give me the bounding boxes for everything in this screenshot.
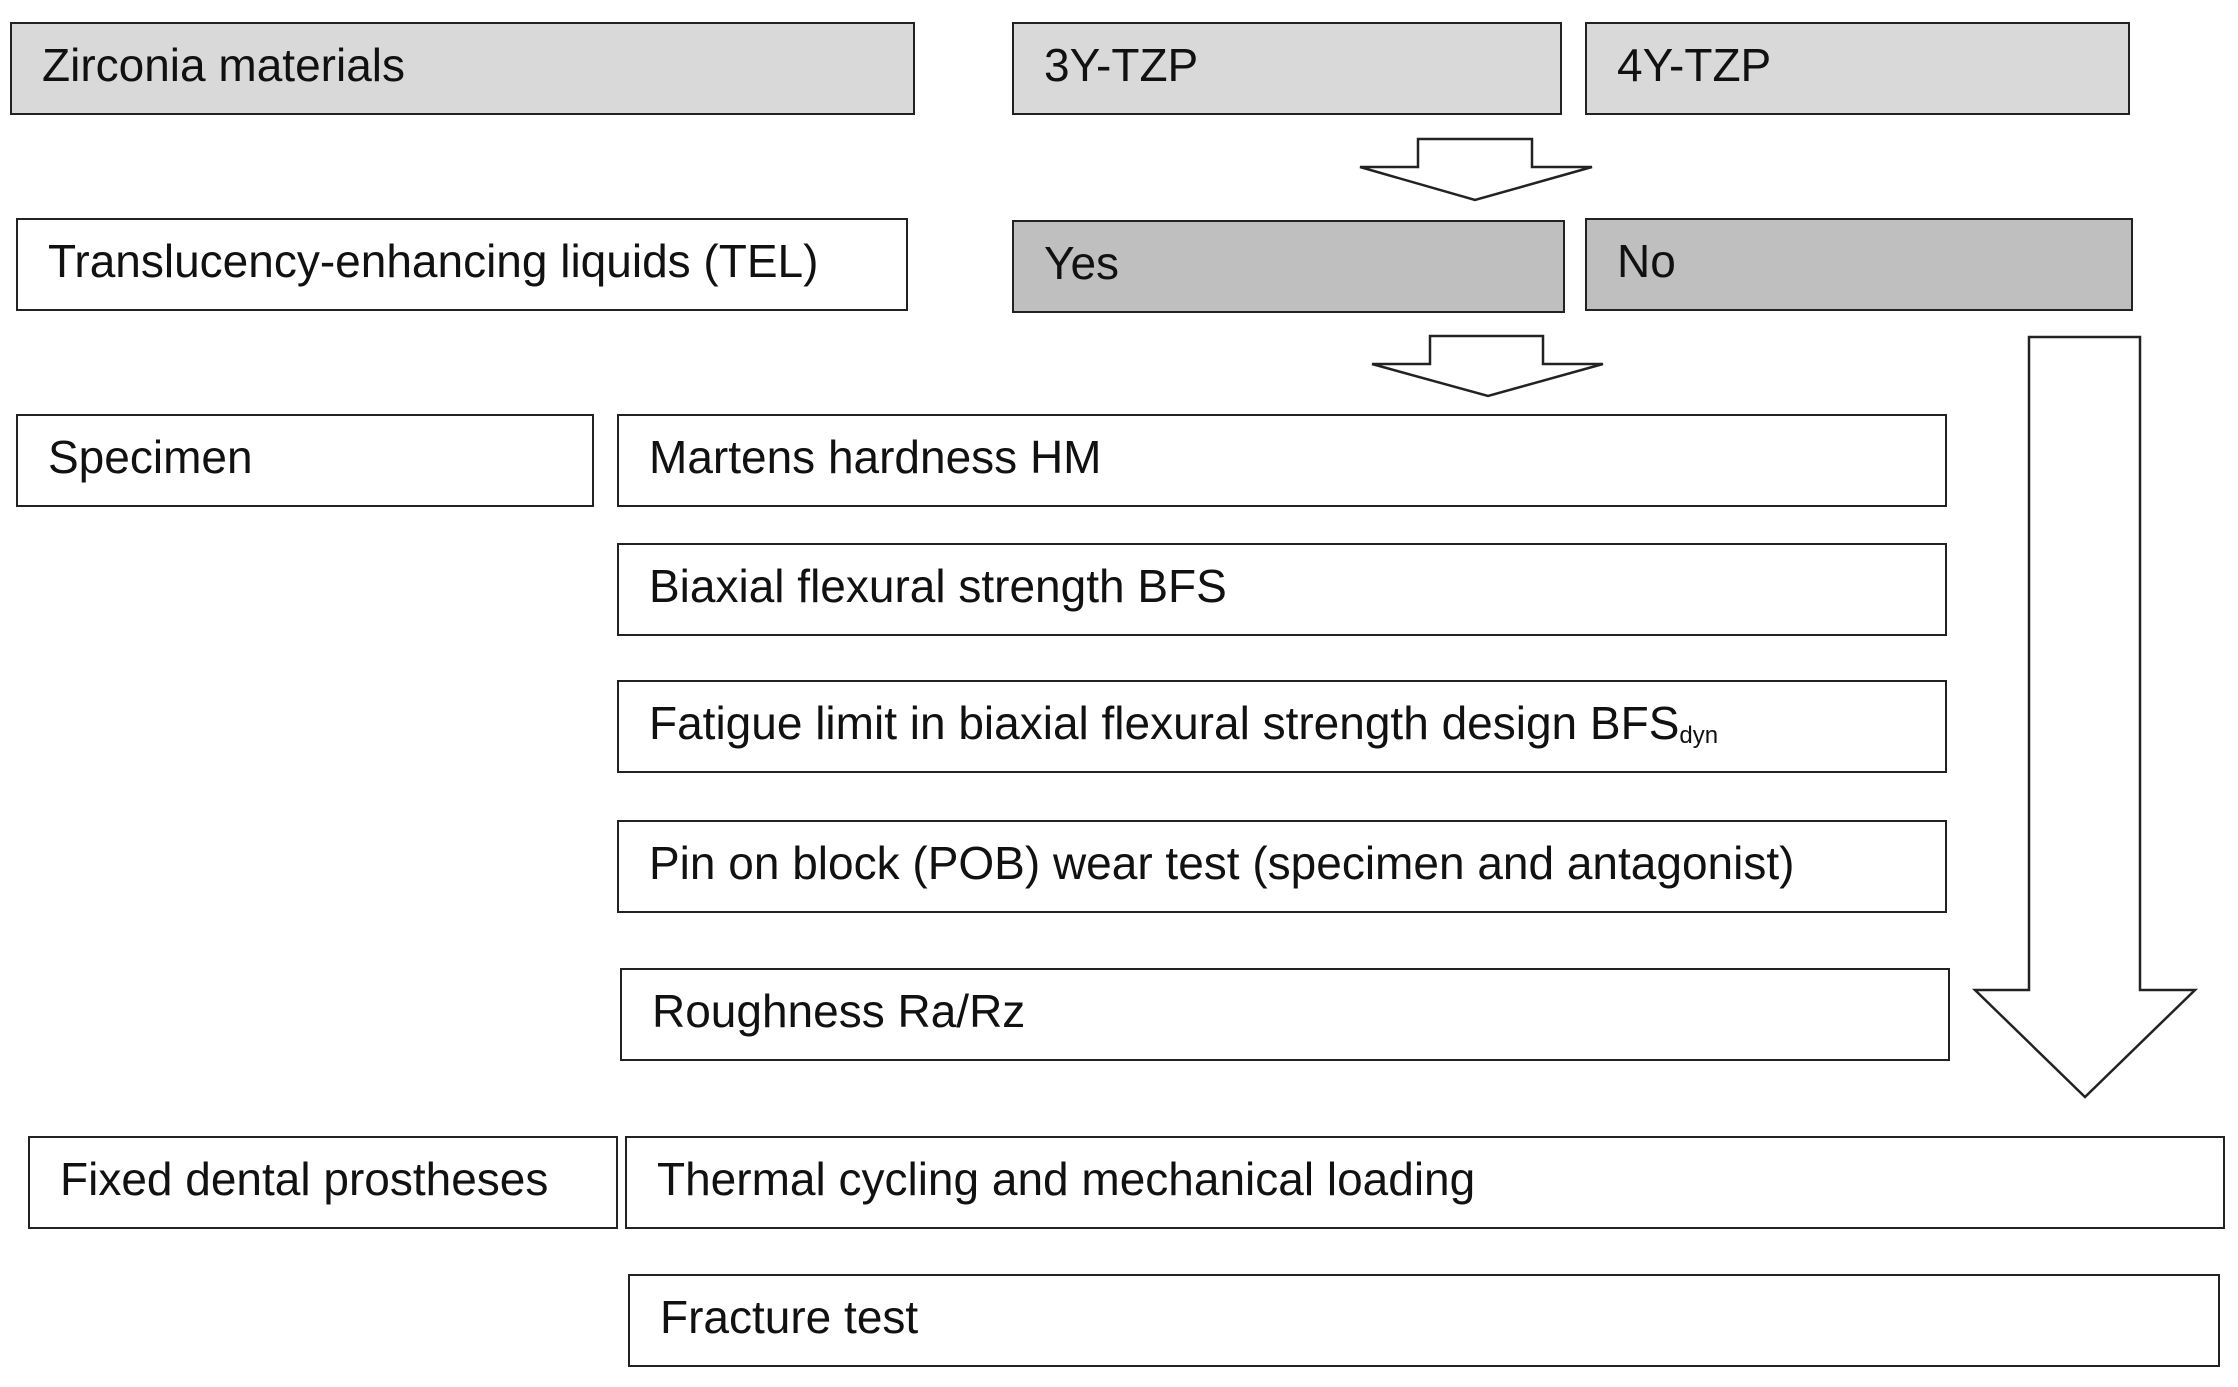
material-option-4y-tzp: 4Y-TZP [1585,22,2130,115]
test-fatigue-limit-text: Fatigue limit in biaxial flexural strength design BFS [649,697,1680,749]
test-biaxial-flexural-strength: Biaxial flexural strength BFS [617,543,1947,636]
test-pin-on-block-wear: Pin on block (POB) wear test (specimen and antagonist) [617,820,1947,913]
test-roughness: Roughness Ra/Rz [620,968,1950,1061]
test-thermal-cycling: Thermal cycling and mechanical loading [625,1136,2225,1229]
down-arrow-small-2 [1372,336,1603,396]
tel-option-no: No [1585,218,2133,311]
test-fatigue-limit-subscript: dyn [1679,722,1719,749]
down-arrow-small-1 [1360,139,1592,200]
tel-label: Translucency-enhancing liquids (TEL) [16,218,908,311]
material-option-3y-tzp: 3Y-TZP [1012,22,1562,115]
down-arrow-large [1975,337,2195,1097]
materials-label: Zirconia materials [10,22,915,115]
test-fracture: Fracture test [628,1274,2220,1367]
test-fatigue-limit [617,680,1947,773]
test-martens-hardness: Martens hardness HM [617,414,1947,507]
specimen-label: Specimen [16,414,594,507]
tel-option-yes: Yes [1012,220,1565,313]
fdp-label: Fixed dental prostheses [28,1136,618,1229]
